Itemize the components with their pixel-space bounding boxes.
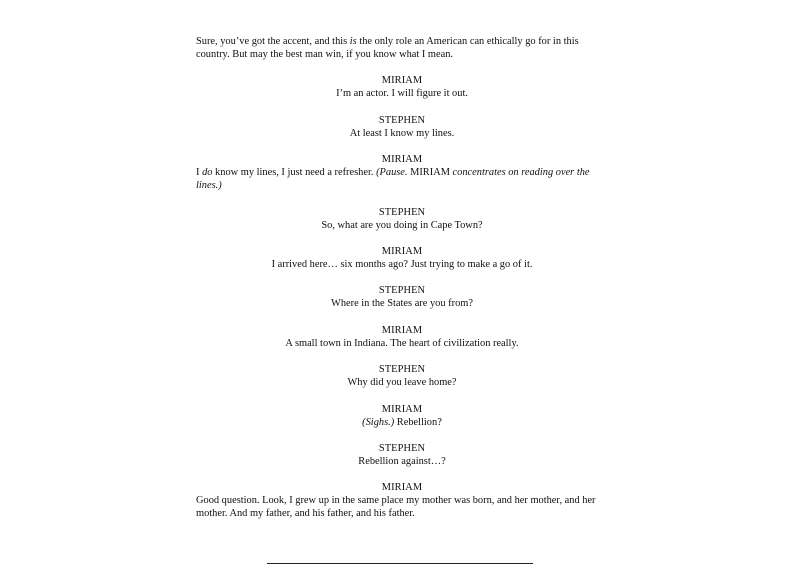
footnote-divider: [267, 563, 533, 564]
dialogue-block: [196, 324, 608, 350]
dialogue-block: [196, 442, 608, 468]
dialogue-block: [196, 284, 608, 310]
dialogue-block: [196, 403, 608, 429]
dialogue-line: Good question. Look, I grew up in the same place my mother was born, and her mother, and her mother. And my father, and his father, and his father.: [196, 495, 596, 520]
dialogue-line: [196, 166, 608, 192]
speaker-name: STEPHEN: [378, 285, 426, 297]
stage-direction-name: MIRIAM: [407, 167, 453, 179]
dialogue-text-start: I: [196, 167, 203, 179]
speaker-name: MIRIAM: [381, 154, 423, 166]
dialogue-line: Where in the States are you from?: [331, 298, 473, 310]
dialogue-text: Rebellion?: [394, 416, 442, 428]
stage-direction-open: (Pause.: [376, 167, 408, 179]
opening-text-start: Sure, you’ve got the accent, and this: [196, 36, 350, 47]
dialogue-line: I arrived here… six months ago? Just trying to make a go of it.: [271, 258, 533, 270]
stage-direction: (Sighs.): [362, 416, 395, 428]
script-page: [196, 35, 608, 520]
dialogue-block: [196, 114, 608, 140]
speaker-name: MIRIAM: [381, 245, 423, 257]
dialogue-block: [196, 74, 608, 100]
dialogue-line: At least I know my lines.: [349, 127, 455, 139]
stage-direction-text: concentrates on reading over the lines.): [196, 167, 590, 192]
dialogue-block: [196, 245, 608, 271]
dialogue-line: I’m an actor. I will figure it out.: [336, 88, 468, 100]
opening-dialogue: [196, 35, 608, 61]
speaker-name: MIRIAM: [381, 75, 423, 87]
speaker-name: STEPHEN: [378, 206, 426, 218]
dialogue-line: So, what are you doing in Cape Town?: [321, 219, 483, 231]
opening-emphasis: is: [349, 36, 357, 47]
speaker-name: STEPHEN: [378, 364, 426, 376]
speaker-name: MIRIAM: [381, 403, 423, 415]
dialogue-line: Rebellion against…?: [358, 455, 446, 467]
dialogue-line: A small town in Indiana. The heart of civilization really.: [285, 337, 519, 349]
dialogue-text-end: know my lines, I just need a refresher.: [212, 167, 377, 179]
dialogue-line: [196, 416, 608, 429]
dialogue-block: [196, 206, 608, 232]
speaker-name: STEPHEN: [378, 114, 426, 126]
dialogue-emphasis: do: [202, 167, 213, 179]
speaker-name: MIRIAM: [381, 482, 423, 494]
dialogue-block: [196, 363, 608, 389]
speaker-name: MIRIAM: [381, 324, 423, 336]
opening-text-end: the only role an American can ethically go for in this country. But may the best man win, if you know what I mean.: [196, 36, 579, 60]
speaker-name: STEPHEN: [378, 442, 426, 454]
dialogue-block: [196, 481, 608, 520]
dialogue-line: Why did you leave home?: [347, 377, 457, 389]
dialogue-block: [196, 153, 608, 192]
